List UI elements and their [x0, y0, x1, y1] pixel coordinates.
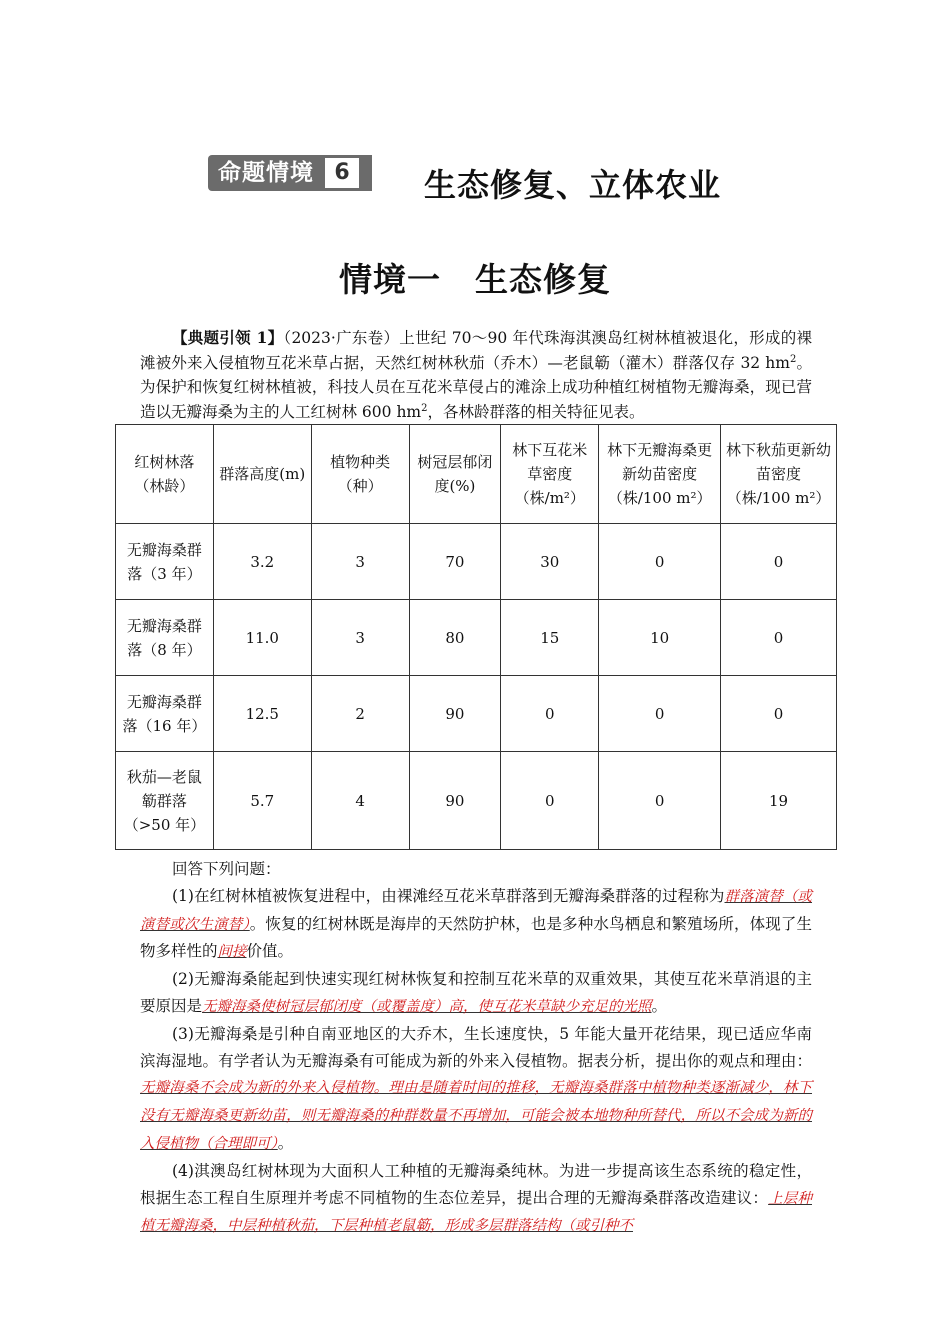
q3-text-b: 。 [277, 1133, 294, 1152]
q4-text-a: (4)淇澳岛红树林现为大面积人工种植的无瓣海桑纯林。为进一步提高该生态系统的稳定性，根据生态工程自生原理并考虑不同植物的生态位差异，提出合理的无瓣海桑群落改造建议： [140, 1161, 812, 1207]
cell-kandelia: 19 [721, 752, 837, 850]
question-1 [140, 883, 812, 966]
cell-species: 2 [311, 676, 409, 752]
cell-species: 4 [311, 752, 409, 850]
table-row [116, 752, 837, 850]
header-cell: 群落高度(m) [213, 425, 311, 524]
header-cell: 植物种类（种） [311, 425, 409, 524]
intro-text-1: 上世纪 70～90 年代珠海淇澳岛红树林植被退化，形成的裸滩被外来入侵植物互花米草占据，天然红树林秋茄（乔木）—老鼠簕（灌木）群落仅存 32 hm [140, 329, 812, 372]
intro-sup-2: 2 [421, 402, 428, 414]
row-name: 无瓣海桑群落（3 年） [116, 524, 214, 600]
chapter-header [0, 148, 950, 220]
cell-canopy: 90 [409, 752, 501, 850]
cell-sonneratia: 0 [599, 524, 721, 600]
question-3 [140, 1021, 812, 1158]
question-4 [140, 1158, 812, 1240]
row-name: 秋茄—老鼠簕群落（>50 年） [116, 752, 214, 850]
header-cell: 林下互花米草密度（株/m²） [501, 425, 599, 524]
table-row [116, 676, 837, 752]
header-cell: 林下秋茄更新幼苗密度（株/100 m²） [721, 425, 837, 524]
community-table [115, 424, 837, 850]
cell-spartina: 0 [501, 676, 599, 752]
cell-kandelia: 0 [721, 600, 837, 676]
cell-spartina: 30 [501, 524, 599, 600]
intro-text-2: 。为保护和恢复红树林植被，科技人员在互花米草侵占的滩涂上成功种植红树植物无瓣海桑，现已营造以无瓣海桑为主的人工红树林 600 hm [140, 353, 812, 421]
intro-sup-1: 2 [789, 353, 797, 365]
row-name: 无瓣海桑群落（8 年） [116, 600, 214, 676]
header-cell: 红树林落（林龄） [116, 425, 214, 524]
q4-answer: 上层种植无瓣海桑，中层种植秋茄，下层种植老鼠簕，形成多层群落结构（或引种不 [140, 1190, 812, 1235]
q1-answer-2: 间接 [217, 944, 247, 961]
cell-sonneratia: 0 [599, 752, 721, 850]
section-title: 情境一 生态修复 [339, 260, 611, 299]
cell-canopy: 90 [409, 676, 501, 752]
cell-canopy: 80 [409, 600, 501, 676]
q1-text-b: 。恢复的红树林既是海岸的天然防护林，也是多种水鸟栖息和繁殖场所，体现了生物多样性的 [140, 914, 812, 961]
cell-spartina: 15 [501, 600, 599, 676]
badge-label: 命题情境 [208, 155, 324, 191]
badge-number: 6 [322, 155, 362, 191]
q2-text-a: (2)无瓣海桑能起到快速实现红树林恢复和控制互花米草的双重效果，其使互花米草消退的主要原因是 [140, 970, 812, 1015]
intro-paragraph [140, 326, 812, 424]
cell-sonneratia: 10 [599, 600, 721, 676]
table-row [116, 600, 837, 676]
intro-source: （2023·广东卷） [283, 329, 400, 347]
cell-height: 12.5 [213, 676, 311, 752]
table-header-row [116, 425, 837, 524]
header-cell: 林下无瓣海桑更新幼苗密度（株/100 m²） [599, 425, 721, 524]
q1-answer-1: 群落演替（或演替或次生演替） [140, 888, 813, 933]
questions-block [140, 856, 812, 1240]
questions-lead: 回答下列问题： [172, 860, 281, 878]
cell-height: 5.7 [213, 752, 311, 850]
cell-height: 3.2 [213, 524, 311, 600]
row-name: 无瓣海桑群落（16 年） [116, 676, 214, 752]
q2-answer: 无瓣海桑使树冠层郁闭度（或覆盖度）高，使互花米草缺少充足的光照 [202, 998, 652, 1015]
q3-answer: 无瓣海桑不会成为新的外来入侵植物。理由是随着时间的推移，无瓣海桑群落中植物种类逐渐减少，林下没有无瓣海桑更新幼苗，则无瓣海桑的种群数量不再增加，可能会被本地物种所替代，所以不会成为新的入侵植物（合理即可） [140, 1080, 812, 1152]
cell-spartina: 0 [501, 752, 599, 850]
q1-text-a: (1)在红树林植被恢复进程中，由裸滩经互花米草群落到无瓣海桑群落的过程称为 [172, 886, 725, 905]
intro-text-3: ，各林龄群落的相关特征见表。 [427, 402, 645, 421]
intro-tag: 【典题引领 1】 [172, 328, 284, 347]
cell-height: 11.0 [213, 600, 311, 676]
cell-species: 3 [311, 600, 409, 676]
cell-kandelia: 0 [721, 524, 837, 600]
q1-text-c: 价值。 [246, 942, 294, 961]
q2-text-b: 。 [651, 996, 668, 1015]
header-cell: 树冠层郁闭度(%) [409, 425, 501, 524]
cell-species: 3 [311, 524, 409, 600]
q3-text-a: (3)无瓣海桑是引种自南亚地区的大乔木，生长速度快，5 年能大量开花结果，现已适应华南滨海湿地。有学者认为无瓣海桑有可能成为新的外来入侵植物。据表分析，提出你的观点和理由： [140, 1024, 812, 1070]
table-row [116, 524, 837, 600]
badge-tail [362, 155, 372, 191]
topic-badge [208, 154, 392, 192]
cell-canopy: 70 [409, 524, 501, 600]
question-2 [140, 966, 812, 1021]
cell-kandelia: 0 [721, 676, 837, 752]
cell-sonneratia: 0 [599, 676, 721, 752]
chapter-title: 生态修复、立体农业 [424, 166, 722, 204]
